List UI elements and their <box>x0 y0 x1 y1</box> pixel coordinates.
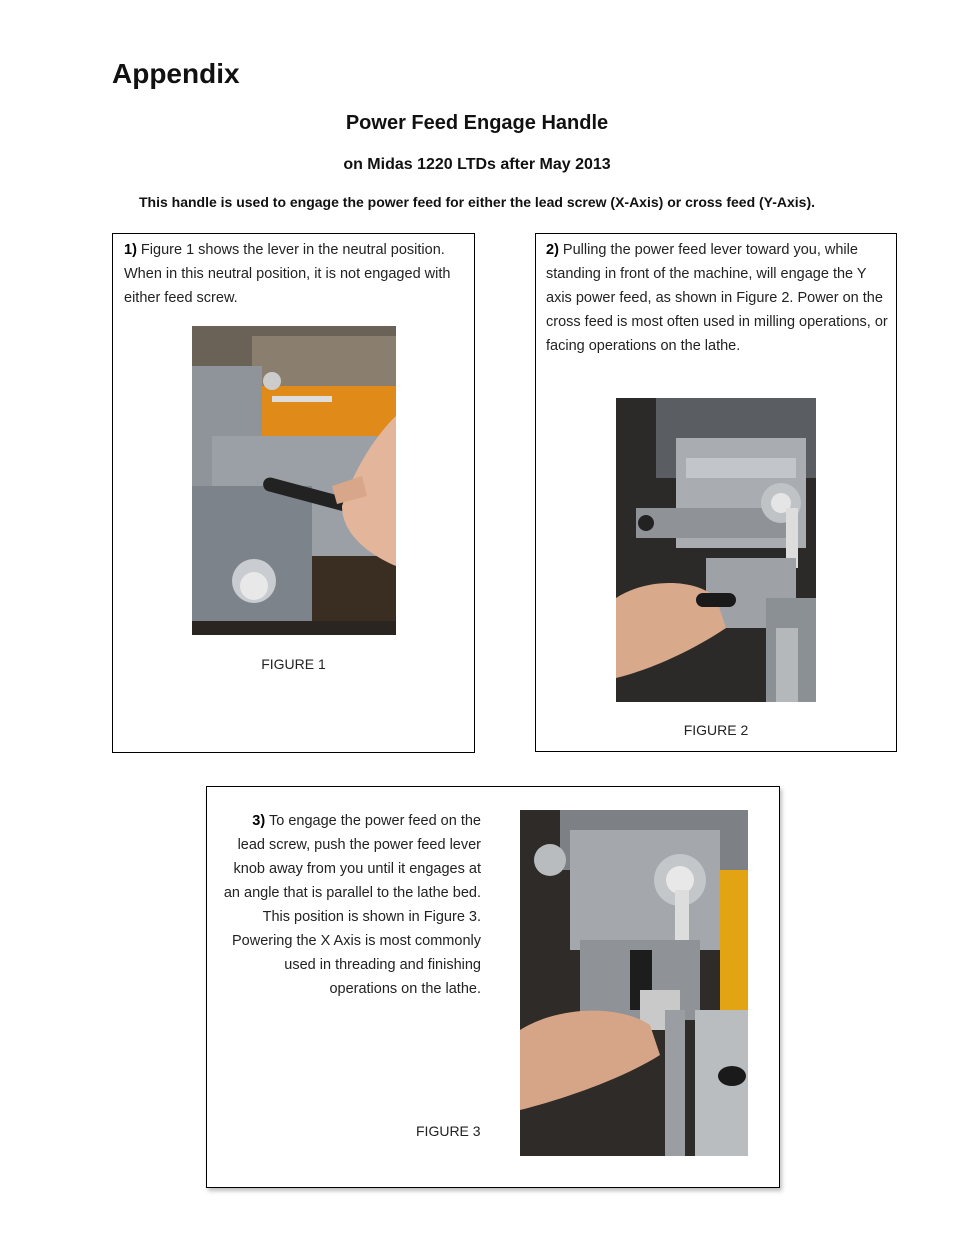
step-2-box <box>535 233 897 752</box>
figure-2-photo <box>616 398 816 702</box>
step-2-body: Pulling the power feed lever toward you, while standing in front of the machine, will engage the Y axis power feed, as shown in Figure 2. Power on the cross feed is most often used in milling operations, or facing operations on the lathe. <box>546 242 888 354</box>
step-3-number: 3) <box>252 813 266 829</box>
figure-2-label: FIGURE 2 <box>683 722 749 738</box>
figure-3-label: FIGURE 3 <box>416 1123 481 1139</box>
step-3-box <box>206 786 780 1188</box>
figure-1-photo <box>192 326 396 635</box>
step-2-number: 2) <box>546 242 559 258</box>
step-3-body: To engage the power feed on the lead screw, push the power feed lever knob away from you until it engages at an angle that is parallel to the lathe bed. This position is shown in Figure 3. Powering the X Axis is most commonly used in threading and finishing operations on the lathe. <box>223 813 481 997</box>
step-1-number: 1) <box>124 242 137 258</box>
step-3-text <box>221 809 481 1001</box>
appendix-heading: Appendix <box>112 58 240 89</box>
page-title: Power Feed Engage Handle <box>345 112 609 134</box>
intro-text: This handle is used to engage the power feed for either the lead screw (X-Axis) or cross feed (Y-Axis). <box>138 194 816 210</box>
figure-1-label: FIGURE 1 <box>261 656 326 672</box>
page-subtitle: on Midas 1220 LTDs after May 2013 <box>343 156 611 173</box>
figure-3-photo <box>520 810 748 1156</box>
step-2-text <box>546 238 891 358</box>
step-1-text <box>124 238 469 310</box>
step-1-box <box>112 233 475 753</box>
step-1-body: Figure 1 shows the lever in the neutral position. When in this neutral position, it is not engaged with either feed screw. <box>124 242 451 306</box>
